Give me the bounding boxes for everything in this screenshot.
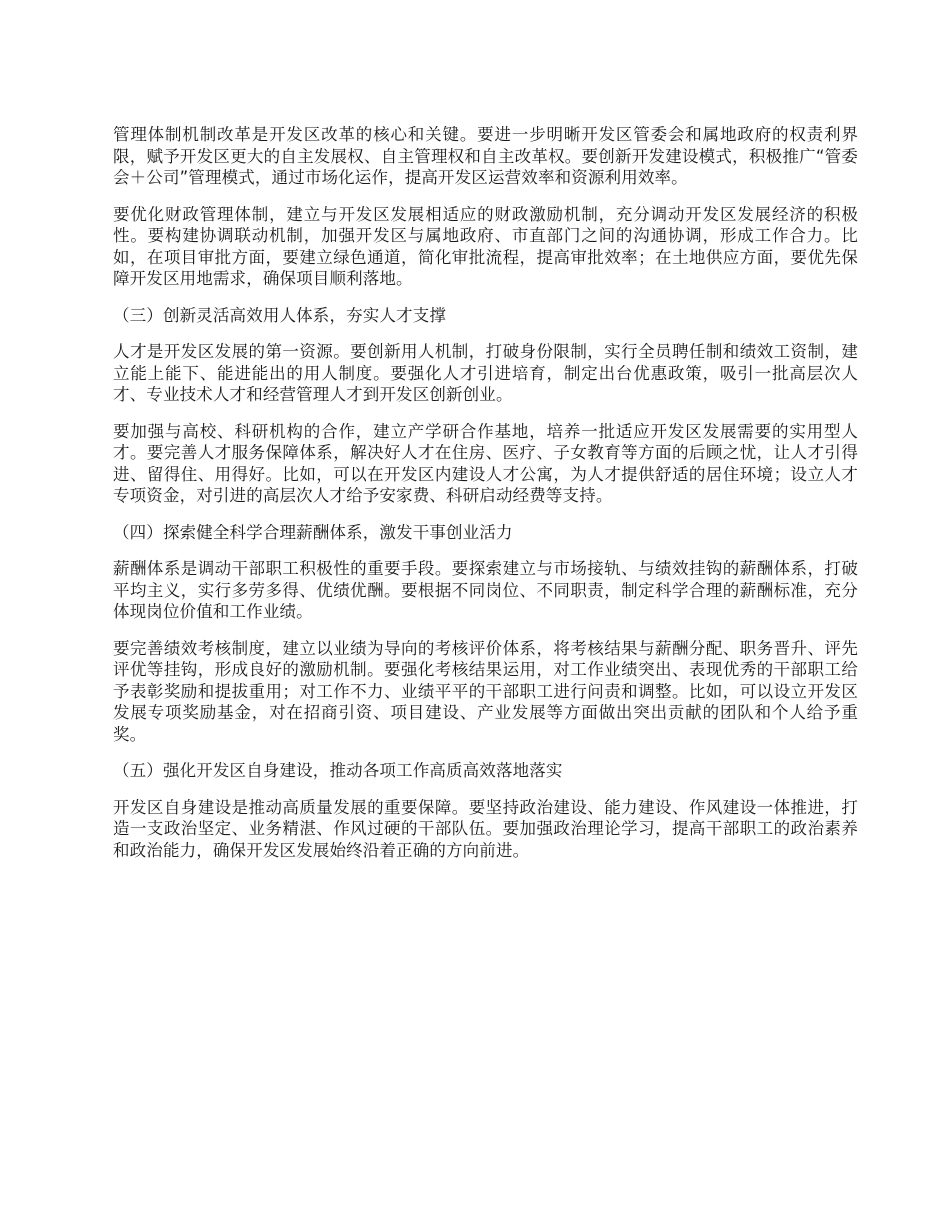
paragraph-talent-mechanism: 人才是开发区发展的第一资源。要创新用人机制，打破身份限制，实行全员聘任制和绩效工资制，建立能上能下、能进能出的用人制度。要强化人才引进培育，制定出台优惠政策，吸引一批高层次人才、专业技术人才和经营管理人才到开发区创新创业。 — [113, 342, 858, 404]
paragraph-talent-cooperation: 要加强与高校、科研机构的合作，建立产学研合作基地，培养一批适应开发区发展需要的实用型人才。要完善人才服务保障体系，解决好人才在住房、医疗、子女教育等方面的后顾之忧，让人才引得进、留得住、用得好。比如，可以在开发区内建设人才公寓，为人才提供舒适的居住环境；设立人才专项资金，对引进的高层次人才给予安家费、科研启动经费等支持。 — [113, 421, 858, 505]
document-body — [113, 124, 858, 876]
section-heading-talent: （三）创新灵活高效用人体系，夯实人才支撑 — [113, 305, 446, 325]
paragraph-self-construction: 开发区自身建设是推动高质量发展的重要保障。要坚持政治建设、能力建设、作风建设一体推进，打造一支政治坚定、业务精湛、作风过硬的干部队伍。要加强政治理论学习，提高干部职工的政治素养和政治能力，确保开发区发展始终沿着正确的方向前进。 — [113, 797, 858, 860]
section-heading-compensation: （四）探索健全科学合理薪酬体系，激发干事创业活力 — [113, 522, 513, 542]
paragraph-compensation-system: 薪酬体系是调动干部职工积极性的重要手段。要探索建立与市场接轨、与绩效挂钩的薪酬体系，打破平均主义，实行多劳多得、优绩优酬。要根据不同岗位、不同职责，制定科学合理的薪酬标准，充分体现岗位价值和工作业绩。 — [113, 559, 858, 621]
paragraph-fiscal-management: 要优化财政管理体制，建立与开发区发展相适应的财政激励机制，充分调动开发区发展经济的积极性。要构建协调联动机制，加强开发区与属地政府、市直部门之间的沟通协调，形成工作合力。比如，在项目审批方面，要建立绿色通道，简化审批流程，提高审批效率；在土地供应方面，要优先保障开发区用地需求，确保项目顺利落地。 — [113, 204, 858, 288]
section-heading-self-construction: （五）强化开发区自身建设，推动各项工作高质高效落地落实 — [113, 761, 563, 780]
paragraph-performance-assessment: 要完善绩效考核制度，建立以业绩为导向的考核评价体系，将考核结果与薪酬分配、职务晋升、评先评优等挂钩，形成良好的激励机制。要强化考核结果运用，对工作业绩突出、表现优秀的干部职工给予表彰奖励和提拔重用；对工作不力、业绩平平的干部职工进行问责和调整。比如，可以设立开发区发展专项奖励基金，对在招商引资、项目建设、产业发展等方面做出突出贡献的团队和个人给予重奖。 — [113, 638, 858, 744]
paragraph-governance-reform: 管理体制机制改革是开发区改革的核心和关键。要进一步明晰开发区管委会和属地政府的权责利界限，赋予开发区更大的自主发展权、自主管理权和自主改革权。要创新开发建设模式，积极推广“管委会＋公司”管理模式，通过市场化运作，提高开发区运营效率和资源利用效率。 — [113, 125, 858, 187]
